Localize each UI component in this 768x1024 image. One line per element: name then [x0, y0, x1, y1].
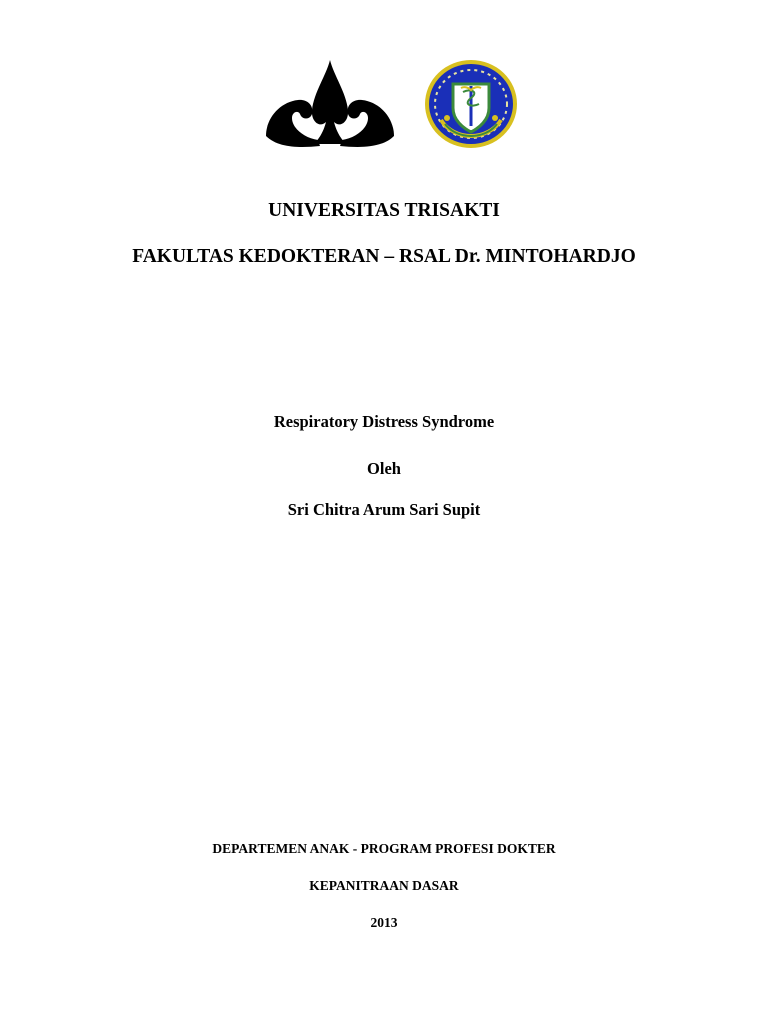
year-text: 2013 [370, 915, 398, 930]
document-title: Respiratory Distress Syndrome [273, 412, 495, 431]
university-heading: UNIVERSITAS TRISAKTI [268, 200, 500, 221]
department-text: DEPARTEMEN ANAK - PROGRAM PROFESI DOKTER [212, 841, 556, 856]
author-name: Sri Chitra Arum Sari Supit [287, 500, 481, 519]
trisakti-logo-icon [264, 58, 396, 150]
naval-hospital-emblem-icon [423, 58, 519, 150]
faculty-heading: FAKULTAS KEDOKTERAN – RSAL Dr. MINTOHARDJO [132, 246, 636, 267]
by-label: Oleh [367, 459, 401, 478]
program-text: KEPANITRAAN DASAR [309, 878, 459, 893]
